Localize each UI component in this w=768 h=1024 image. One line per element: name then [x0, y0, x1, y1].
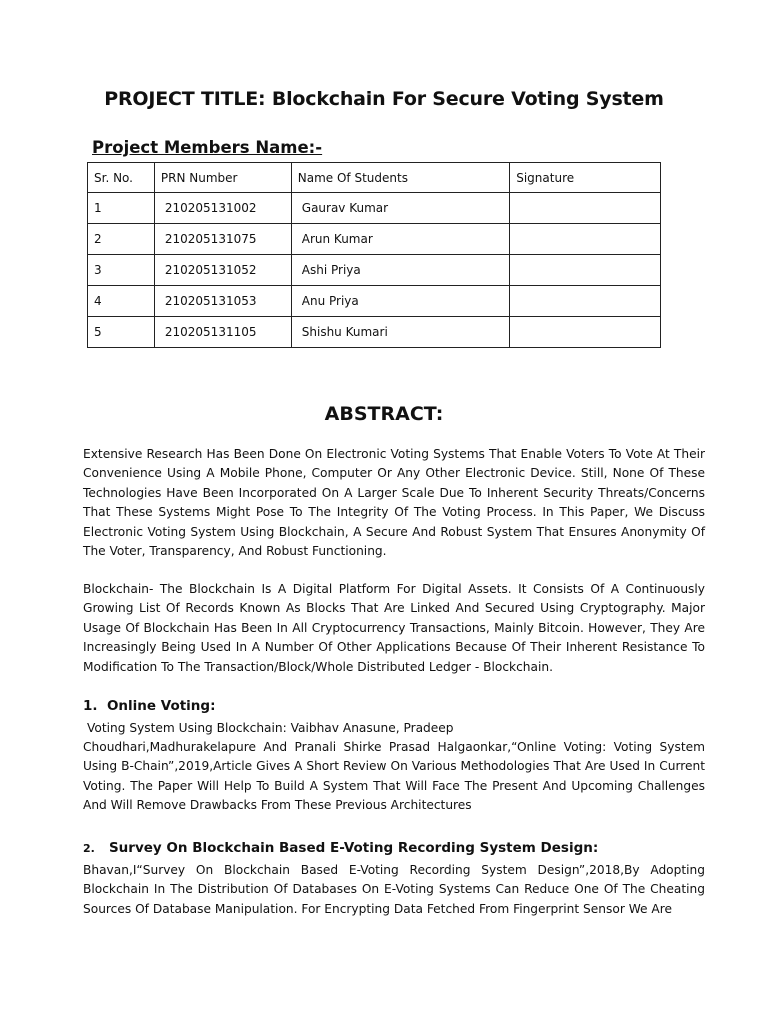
table-row	[88, 255, 661, 286]
cell-prn: 210205131105	[154, 317, 291, 348]
section-title: Survey On Blockchain Based E-Voting Recording System Design:	[108, 840, 599, 856]
table-row	[88, 317, 661, 348]
column-header-signature: Signature	[510, 163, 661, 193]
cell-prn: 210205131053	[154, 286, 291, 317]
abstract-paragraph: Extensive Research Has Been Done On Electronic Voting Systems That Enable Voters To Vote At Their Convenience Using A Mobile Phone, Computer Or Any Other Electronic Device. Still, None Of These Technologies Have Been Incorporated On A Larger Scale Due To Inherent Security Threats/Concerns That These Systems Might Pose To The Integrity Of The Voting Process. In This Paper, We Discuss Electronic Voting System Using Blockchain, A Secure And Robust System That Ensures Anonymity Of The Voter, Transparency, And Robust Functioning.	[83, 447, 705, 559]
section-2-body: Bhavan,I“Survey On Blockchain Based E-Voting Recording System Design”,2018,By Adopting Blockchain In The Distribution Of Databases On E-Voting Systems Can Reduce One Of The Cheating Sources Of Database Manipulation. For Encrypting Data Fetched From Fingerprint Sensor We Are	[83, 863, 705, 916]
members-heading: Project Members Name:-	[92, 138, 323, 157]
table-row	[88, 224, 661, 255]
section-1-body: Choudhari,Madhurakelapure And Pranali Shirke Prasad Halgaonkar,“Online Voting: Voting System Using B-Chain”,2019,Article Gives A Short Review On Various Methodologies That Are Used In Current Voting. The Paper Will Help To Build A System That Will Face The Present And Upcoming Challenges And Will Remove Drawbacks From These Previous Architectures	[83, 740, 705, 813]
cell-signature	[510, 193, 661, 224]
section-number: 1.	[83, 698, 98, 714]
section-title: Online Voting:	[106, 698, 216, 714]
cell-sr: 5	[88, 317, 155, 348]
table-header-row	[88, 163, 661, 193]
cell-sr: 1	[88, 193, 155, 224]
cell-sr: 4	[88, 286, 155, 317]
members-table	[87, 162, 661, 348]
cell-name: Arun Kumar	[291, 224, 509, 255]
cell-prn: 210205131052	[154, 255, 291, 286]
column-header-name: Name Of Students	[291, 163, 509, 193]
section-1-heading	[83, 698, 216, 714]
cell-name: Gaurav Kumar	[291, 193, 509, 224]
table-row	[88, 193, 661, 224]
cell-sr: 3	[88, 255, 155, 286]
section-1-first-line: Voting System Using Blockchain: Vaibhav Anasune, Pradeep	[87, 721, 454, 735]
cell-prn: 210205131002	[154, 193, 291, 224]
cell-name: Shishu Kumari	[291, 317, 509, 348]
column-header-sr: Sr. No.	[88, 163, 155, 193]
cell-sr: 2	[88, 224, 155, 255]
cell-signature	[510, 255, 661, 286]
cell-prn: 210205131075	[154, 224, 291, 255]
cell-name: Anu Priya	[291, 286, 509, 317]
section-number: 2.	[83, 842, 95, 855]
page-title: PROJECT TITLE: Blockchain For Secure Voting System	[104, 88, 664, 110]
cell-signature	[510, 224, 661, 255]
blockchain-paragraph: Blockchain- The Blockchain Is A Digital Platform For Digital Assets. It Consists Of A Continuously Growing List Of Records Known As Blocks That Are Linked And Secured Using Cryptography. Major Usage Of Blockchain Has Been In All Cryptocurrency Transactions, Mainly Bitcoin. However, They Are Increasingly Being Used In A Number Of Other Applications Because Of Their Inherent Resistance To Modification To The Transaction/Block/Whole Distributed Ledger - Blockchain.	[83, 582, 705, 674]
cell-signature	[510, 286, 661, 317]
cell-name: Ashi Priya	[291, 255, 509, 286]
section-2-heading	[83, 840, 598, 856]
column-header-prn: PRN Number	[154, 163, 291, 193]
abstract-heading: ABSTRACT:	[324, 403, 444, 425]
cell-signature	[510, 317, 661, 348]
table-row	[88, 286, 661, 317]
